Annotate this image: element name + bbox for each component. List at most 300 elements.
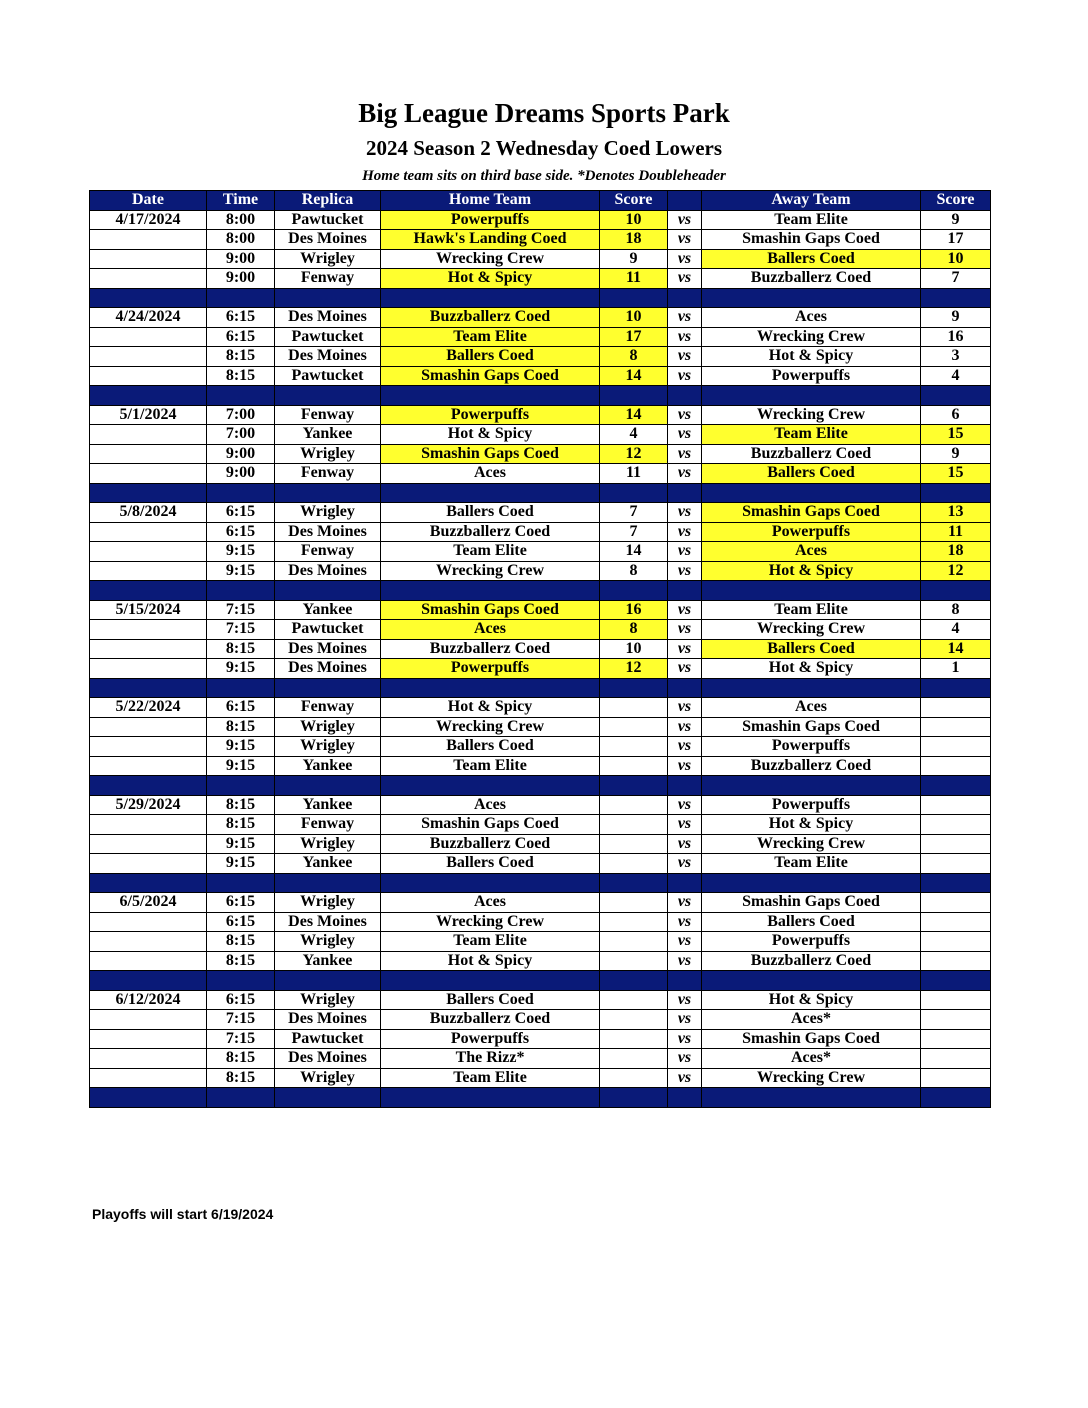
separator-cell [668,678,702,698]
separator-cell [275,873,381,893]
date-cell [90,522,207,542]
separator-cell [668,288,702,308]
date-cell [90,912,207,932]
home-score-cell [600,834,668,854]
separator-cell [668,483,702,503]
home-score-cell [600,951,668,971]
home-score-cell [600,1010,668,1030]
table-row [90,659,991,679]
home-score-cell [600,815,668,835]
away-team-cell: Team Elite [702,210,921,230]
vs-cell: vs [668,249,702,269]
home-score-cell: 8 [600,347,668,367]
date-cell [90,659,207,679]
vs-cell: vs [668,210,702,230]
schedule-table [89,190,991,1108]
date-cell: 5/29/2024 [90,795,207,815]
away-score-cell: 13 [921,503,991,523]
home-score-cell [600,893,668,913]
away-score-cell: 15 [921,464,991,484]
separator-cell [381,776,600,796]
away-team-cell: Powerpuffs [702,522,921,542]
date-cell [90,327,207,347]
away-score-cell [921,815,991,835]
replica-cell: Fenway [275,698,381,718]
table-row [90,698,991,718]
home-score-cell [600,1068,668,1088]
home-team-cell: Aces [381,464,600,484]
replica-cell: Des Moines [275,639,381,659]
replica-cell: Yankee [275,756,381,776]
home-team-cell: Hot & Spicy [381,269,600,289]
col-home-score-header: Score [600,191,668,211]
away-score-cell: 8 [921,600,991,620]
away-team-cell: Hot & Spicy [702,561,921,581]
away-team-cell: Aces* [702,1049,921,1069]
away-score-cell: 12 [921,561,991,581]
vs-cell: vs [668,639,702,659]
separator-cell [90,386,207,406]
home-score-cell: 11 [600,464,668,484]
table-row [90,561,991,581]
replica-cell: Fenway [275,815,381,835]
home-score-cell: 11 [600,269,668,289]
table-row [90,639,991,659]
date-cell: 4/24/2024 [90,308,207,328]
table-row [90,405,991,425]
date-cell [90,717,207,737]
away-team-cell: Hot & Spicy [702,347,921,367]
separator-cell [90,873,207,893]
home-team-cell: Buzzballerz Coed [381,308,600,328]
col-away-score-header: Score [921,191,991,211]
away-team-cell: Wrecking Crew [702,1068,921,1088]
date-cell [90,425,207,445]
separator-cell [90,678,207,698]
separator-cell [381,386,600,406]
home-team-cell: Aces [381,620,600,640]
col-away-team-header: Away Team [702,191,921,211]
table-row [90,1068,991,1088]
separator-cell [702,678,921,698]
home-score-cell: 14 [600,542,668,562]
time-cell: 9:15 [207,834,275,854]
time-cell: 7:15 [207,1010,275,1030]
date-cell [90,542,207,562]
home-team-cell: Smashin Gaps Coed [381,444,600,464]
replica-cell: Pawtucket [275,1029,381,1049]
separator-cell [668,776,702,796]
time-cell: 9:00 [207,444,275,464]
separator-cell [600,483,668,503]
week-separator-row [90,288,991,308]
home-score-cell: 12 [600,444,668,464]
home-team-cell: Team Elite [381,756,600,776]
away-score-cell [921,834,991,854]
table-row [90,542,991,562]
vs-cell: vs [668,698,702,718]
replica-cell: Wrigley [275,717,381,737]
away-team-cell: Hot & Spicy [702,990,921,1010]
home-score-cell: 12 [600,659,668,679]
header-row [90,191,991,211]
away-team-cell: Aces [702,698,921,718]
vs-cell: vs [668,308,702,328]
table-row [90,444,991,464]
table-row [90,230,991,250]
separator-cell [702,971,921,991]
time-cell: 6:15 [207,893,275,913]
home-team-cell: Powerpuffs [381,1029,600,1049]
vs-cell: vs [668,912,702,932]
home-score-cell [600,854,668,874]
table-row [90,834,991,854]
home-team-cell: Smashin Gaps Coed [381,366,600,386]
vs-cell: vs [668,405,702,425]
away-team-cell: Smashin Gaps Coed [702,1029,921,1049]
away-score-cell: 9 [921,444,991,464]
vs-cell: vs [668,444,702,464]
date-cell [90,1010,207,1030]
away-score-cell [921,854,991,874]
date-cell [90,230,207,250]
home-score-cell [600,1049,668,1069]
home-score-cell [600,912,668,932]
away-score-cell [921,1068,991,1088]
separator-cell [600,971,668,991]
away-score-cell [921,698,991,718]
separator-cell [275,581,381,601]
col-replica-header: Replica [275,191,381,211]
away-team-cell: Wrecking Crew [702,834,921,854]
separator-cell [381,678,600,698]
home-score-cell: 9 [600,249,668,269]
table-row [90,756,991,776]
table-header [90,191,991,211]
replica-cell: Wrigley [275,893,381,913]
table-row [90,503,991,523]
away-team-cell: Ballers Coed [702,912,921,932]
away-score-cell: 7 [921,269,991,289]
vs-cell: vs [668,600,702,620]
away-team-cell: Smashin Gaps Coed [702,893,921,913]
separator-cell [668,581,702,601]
home-team-cell: Powerpuffs [381,405,600,425]
time-cell: 6:15 [207,698,275,718]
replica-cell: Yankee [275,854,381,874]
away-team-cell: Powerpuffs [702,932,921,952]
replica-cell: Des Moines [275,347,381,367]
away-score-cell: 6 [921,405,991,425]
time-cell: 9:00 [207,269,275,289]
table-row [90,600,991,620]
table-row [90,932,991,952]
home-team-cell: Team Elite [381,327,600,347]
replica-cell: Pawtucket [275,366,381,386]
home-score-cell [600,990,668,1010]
home-score-cell: 10 [600,308,668,328]
home-team-cell: Aces [381,795,600,815]
separator-cell [90,776,207,796]
date-cell [90,464,207,484]
week-separator-row [90,1088,991,1108]
away-score-cell: 9 [921,210,991,230]
time-cell: 8:15 [207,1049,275,1069]
vs-cell: vs [668,893,702,913]
separator-cell [668,386,702,406]
away-team-cell: Smashin Gaps Coed [702,230,921,250]
replica-cell: Des Moines [275,659,381,679]
home-team-cell: The Rizz* [381,1049,600,1069]
vs-cell: vs [668,366,702,386]
replica-cell: Wrigley [275,249,381,269]
replica-cell: Wrigley [275,990,381,1010]
away-team-cell: Team Elite [702,600,921,620]
time-cell: 9:00 [207,249,275,269]
separator-cell [600,678,668,698]
replica-cell: Yankee [275,425,381,445]
home-team-cell: Buzzballerz Coed [381,639,600,659]
away-team-cell: Aces [702,542,921,562]
date-cell: 5/22/2024 [90,698,207,718]
date-cell [90,1068,207,1088]
table-row [90,210,991,230]
away-score-cell: 17 [921,230,991,250]
time-cell: 9:15 [207,659,275,679]
separator-cell [702,1088,921,1108]
replica-cell: Yankee [275,600,381,620]
away-team-cell: Team Elite [702,425,921,445]
time-cell: 9:00 [207,464,275,484]
replica-cell: Des Moines [275,1010,381,1030]
time-cell: 8:15 [207,366,275,386]
time-cell: 8:15 [207,932,275,952]
away-team-cell: Smashin Gaps Coed [702,503,921,523]
vs-cell: vs [668,756,702,776]
time-cell: 8:15 [207,795,275,815]
separator-cell [921,581,991,601]
away-score-cell: 4 [921,620,991,640]
home-score-cell [600,756,668,776]
home-score-cell [600,795,668,815]
time-cell: 9:15 [207,854,275,874]
home-team-cell: Powerpuffs [381,210,600,230]
vs-cell: vs [668,795,702,815]
table-row [90,893,991,913]
separator-cell [275,776,381,796]
date-cell [90,834,207,854]
vs-cell: vs [668,1068,702,1088]
week-separator-row [90,873,991,893]
separator-cell [90,1088,207,1108]
separator-cell [921,776,991,796]
week-separator-row [90,776,991,796]
separator-cell [275,386,381,406]
home-score-cell: 17 [600,327,668,347]
away-team-cell: Ballers Coed [702,639,921,659]
away-score-cell [921,795,991,815]
time-cell: 9:15 [207,542,275,562]
away-team-cell: Hot & Spicy [702,659,921,679]
away-team-cell: Buzzballerz Coed [702,756,921,776]
away-score-cell: 18 [921,542,991,562]
home-score-cell: 7 [600,503,668,523]
week-separator-row [90,971,991,991]
date-cell [90,620,207,640]
separator-cell [90,971,207,991]
time-cell: 9:15 [207,737,275,757]
separator-cell [90,483,207,503]
separator-cell [275,1088,381,1108]
separator-cell [381,483,600,503]
table-row [90,1049,991,1069]
vs-cell: vs [668,717,702,737]
time-cell: 8:15 [207,717,275,737]
date-cell [90,561,207,581]
week-separator-row [90,483,991,503]
away-team-cell: Smashin Gaps Coed [702,717,921,737]
home-score-cell: 14 [600,366,668,386]
table-row [90,854,991,874]
date-cell [90,269,207,289]
vs-cell: vs [668,854,702,874]
vs-cell: vs [668,1049,702,1069]
date-cell: 5/8/2024 [90,503,207,523]
home-team-cell: Buzzballerz Coed [381,522,600,542]
table-row [90,717,991,737]
separator-cell [275,971,381,991]
home-team-cell: Hot & Spicy [381,951,600,971]
date-cell [90,815,207,835]
away-score-cell: 14 [921,639,991,659]
separator-cell [921,288,991,308]
replica-cell: Wrigley [275,503,381,523]
home-score-cell [600,737,668,757]
col-date-header: Date [90,191,207,211]
home-team-cell: Buzzballerz Coed [381,834,600,854]
time-cell: 8:15 [207,1068,275,1088]
separator-cell [207,386,275,406]
table-row [90,425,991,445]
date-cell: 6/12/2024 [90,990,207,1010]
date-cell [90,249,207,269]
vs-cell: vs [668,503,702,523]
time-cell: 7:00 [207,405,275,425]
separator-cell [207,288,275,308]
away-score-cell [921,990,991,1010]
home-team-cell: Aces [381,893,600,913]
table-row [90,269,991,289]
time-cell: 6:15 [207,327,275,347]
replica-cell: Des Moines [275,308,381,328]
date-cell [90,639,207,659]
away-score-cell: 4 [921,366,991,386]
separator-cell [381,971,600,991]
home-team-cell: Team Elite [381,542,600,562]
home-team-cell: Ballers Coed [381,503,600,523]
replica-cell: Fenway [275,542,381,562]
home-team-cell: Wrecking Crew [381,912,600,932]
replica-cell: Wrigley [275,1068,381,1088]
separator-cell [275,678,381,698]
separator-cell [207,581,275,601]
away-team-cell: Wrecking Crew [702,620,921,640]
home-team-cell: Wrecking Crew [381,717,600,737]
table-row [90,620,991,640]
home-score-cell [600,932,668,952]
away-score-cell: 11 [921,522,991,542]
away-score-cell [921,1049,991,1069]
replica-cell: Fenway [275,405,381,425]
vs-cell: vs [668,522,702,542]
table-row [90,795,991,815]
separator-cell [668,873,702,893]
table-body [90,210,991,1107]
time-cell: 8:00 [207,230,275,250]
table-row [90,1029,991,1049]
week-separator-row [90,386,991,406]
vs-cell: vs [668,737,702,757]
away-team-cell: Team Elite [702,854,921,874]
date-cell [90,1029,207,1049]
page-title: Big League Dreams Sports Park [358,98,730,128]
vs-cell: vs [668,542,702,562]
vs-cell: vs [668,620,702,640]
away-team-cell: Powerpuffs [702,737,921,757]
table-row [90,366,991,386]
away-team-cell: Aces [702,308,921,328]
separator-cell [600,873,668,893]
vs-cell: vs [668,327,702,347]
home-score-cell [600,717,668,737]
table-row [90,737,991,757]
home-team-cell: Ballers Coed [381,737,600,757]
separator-cell [668,1088,702,1108]
away-team-cell: Buzzballerz Coed [702,951,921,971]
table-row [90,327,991,347]
separator-cell [275,288,381,308]
away-team-cell: Wrecking Crew [702,405,921,425]
vs-cell: vs [668,951,702,971]
time-cell: 8:15 [207,951,275,971]
home-team-cell: Wrecking Crew [381,561,600,581]
home-team-cell: Ballers Coed [381,347,600,367]
date-cell [90,932,207,952]
home-team-cell: Hawk's Landing Coed [381,230,600,250]
date-cell [90,444,207,464]
date-cell [90,854,207,874]
table-row [90,464,991,484]
separator-cell [207,483,275,503]
time-cell: 9:15 [207,756,275,776]
separator-cell [600,386,668,406]
vs-cell: vs [668,425,702,445]
separator-cell [90,288,207,308]
away-team-cell: Powerpuffs [702,795,921,815]
home-team-cell: Ballers Coed [381,990,600,1010]
separator-cell [702,776,921,796]
table-row [90,815,991,835]
separator-cell [600,581,668,601]
home-score-cell: 4 [600,425,668,445]
time-cell: 7:15 [207,620,275,640]
vs-cell: vs [668,464,702,484]
separator-cell [702,386,921,406]
away-score-cell: 3 [921,347,991,367]
vs-cell: vs [668,230,702,250]
away-team-cell: Wrecking Crew [702,327,921,347]
separator-cell [600,288,668,308]
